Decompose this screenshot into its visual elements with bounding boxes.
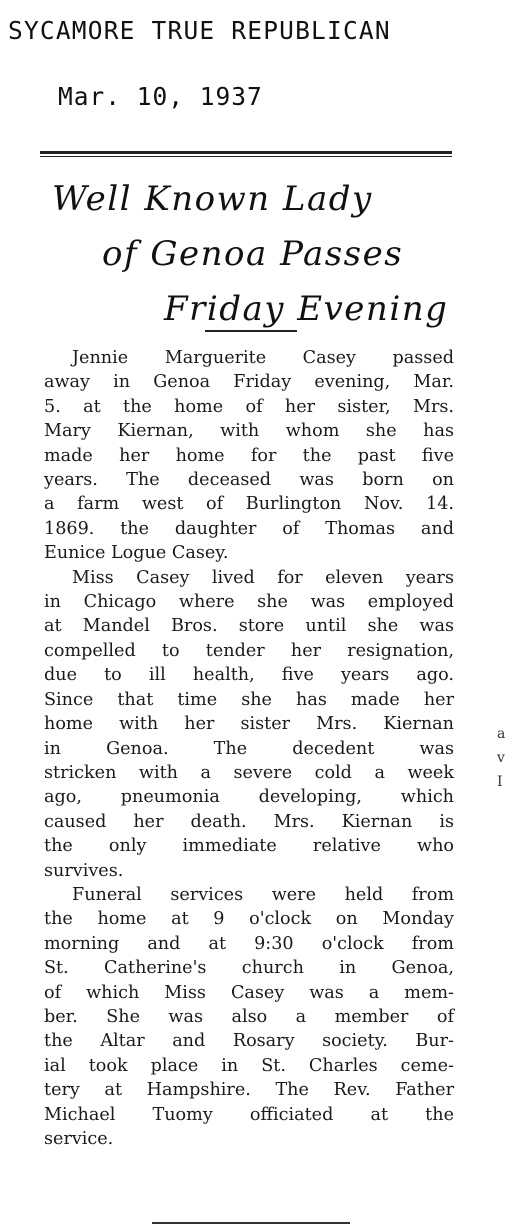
article-line: home with her sister Mrs. Kiernan <box>44 714 454 735</box>
article-line: Funeral services were held from <box>72 884 454 905</box>
article-line: Jennie Marguerite Casey passed <box>72 348 454 368</box>
article-line: ago, pneumonia developing, which <box>44 787 454 808</box>
article-end-rule <box>152 1222 350 1224</box>
article-line: ber. She was also a member of <box>44 1006 454 1027</box>
article-line: due to ill health, five years ago. <box>44 665 454 686</box>
adjacent-column-fragment: a <box>497 726 505 742</box>
article-line: in Chicago where she was employed <box>44 592 454 613</box>
article-line: away in Genoa Friday evening, Mar. <box>44 372 454 393</box>
article-line: tery at Hampshire. The Rev. Father <box>44 1080 454 1101</box>
article-line: Miss Casey lived for eleven years <box>72 567 454 588</box>
publication-date: Mar. 10, 1937 <box>58 82 263 111</box>
article-line: stricken with a severe cold a week <box>44 762 454 783</box>
article-line: of which Miss Casey was a mem- <box>44 982 454 1003</box>
adjacent-column-fragment: v <box>497 750 505 766</box>
article-line: Eunice Logue Casey. <box>44 543 229 564</box>
article-line: survives. <box>44 860 124 881</box>
adjacent-column-fragment: I <box>497 774 503 790</box>
article-line: St. Catherine's church in Genoa, <box>44 958 454 979</box>
article-line: the only immediate relative who <box>44 836 454 857</box>
article-line: made her home for the past five <box>44 445 454 466</box>
article-line: 1869. the daughter of Thomas and <box>44 518 454 539</box>
article-line: Michael Tuomy officiated at the <box>44 1104 454 1125</box>
article-line: Since that time she has made her <box>44 689 454 710</box>
article-line: morning and at 9:30 o'clock from <box>44 933 454 954</box>
article-body <box>44 346 454 1151</box>
headline <box>40 172 460 337</box>
article-line: in Genoa. The decedent was <box>44 738 454 759</box>
article-line: compelled to tender her resignation, <box>44 640 454 661</box>
headline-top-rule <box>40 151 452 157</box>
article-line: years. The deceased was born on <box>44 470 454 491</box>
article-line: the Altar and Rosary society. Bur- <box>44 1031 454 1052</box>
headline-line-3: Friday Evening <box>164 289 449 329</box>
article-line: 5. at the home of her sister, Mrs. <box>44 396 454 417</box>
article-line: a farm west of Burlington Nov. 14. <box>44 494 454 515</box>
article-line: the home at 9 o'clock on Monday <box>44 909 454 930</box>
article-line: ial took place in St. Charles ceme- <box>44 1055 454 1076</box>
article-line: Mary Kiernan, with whom she has <box>44 421 454 442</box>
newspaper-name: SYCAMORE TRUE REPUBLICAN <box>8 16 391 45</box>
article-line: caused her death. Mrs. Kiernan is <box>44 811 454 832</box>
headline-line-2: of Genoa Passes <box>102 234 404 274</box>
article-line: at Mandel Bros. store until she was <box>44 616 454 637</box>
headline-bottom-rule <box>205 330 297 332</box>
headline-line-1: Well Known Lady <box>52 179 373 219</box>
article-line: service. <box>44 1129 114 1149</box>
